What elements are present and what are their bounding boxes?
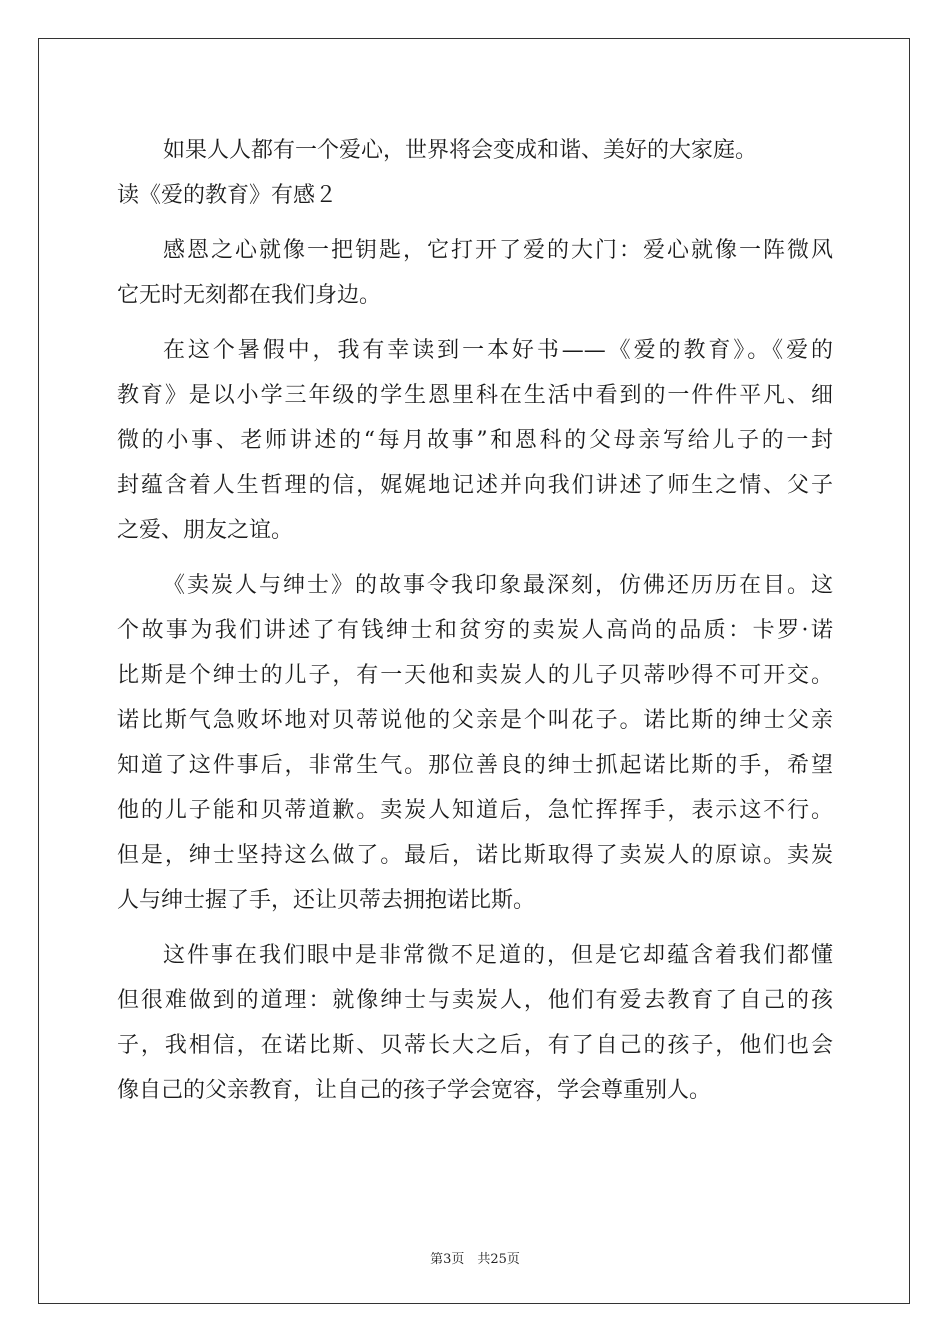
- page-number: 第3页 共25页: [430, 1252, 520, 1267]
- paragraph-line: 它无时无刻都在我们身边。: [117, 283, 382, 308]
- paragraph-line: 如果人人都有一个爱心，世界将会变成和谐、美好的大家庭。: [163, 138, 758, 163]
- paragraph-line: 诺比斯气急败坏地对贝蒂说他的父亲是个叫花子。诺比斯的绅士父亲: [117, 708, 833, 733]
- paragraph-line: 感恩之心就像一把钥匙，它打开了爱的大门：爱心就像一阵微风: [163, 238, 833, 263]
- paragraph-line: 封蕴含着人生哲理的信，娓娓地记述并向我们讲述了师生之情、父子: [117, 473, 833, 498]
- paragraph-line: 但很难做到的道理：就像绅士与卖炭人，他们有爱去教育了自己的孩: [117, 988, 833, 1013]
- paragraph-line: 教育》是以小学三年级的学生恩里科在生活中看到的一件件平凡、细: [117, 383, 833, 408]
- paragraph-line: 他的儿子能和贝蒂道歉。卖炭人知道后，急忙挥挥手，表示这不行。: [117, 798, 833, 823]
- paragraph-line: 像自己的父亲教育，让自己的孩子学会宽容，学会尊重别人。: [117, 1078, 712, 1103]
- paragraph-line: 在这个暑假中，我有幸读到一本好书——《爱的教育》。《爱的: [163, 338, 833, 363]
- paragraph-line: 子，我相信，在诺比斯、贝蒂长大之后，有了自己的孩子，他们也会: [117, 1033, 833, 1058]
- paragraph-line: 这件事在我们眼中是非常微不足道的，但是它却蕴含着我们都懂: [163, 943, 833, 968]
- paragraph-line: 人与绅士握了手，还让贝蒂去拥抱诺比斯。: [117, 888, 536, 913]
- paragraph-line: 个故事为我们讲述了有钱绅士和贫穷的卖炭人高尚的品质：卡罗·诺: [117, 618, 833, 643]
- paragraph-line: 《卖炭人与绅士》的故事令我印象最深刻，仿佛还历历在目。这: [163, 573, 833, 598]
- paragraph-line: 知道了这件事后，非常生气。那位善良的绅士抓起诺比斯的手，希望: [117, 753, 833, 778]
- section-heading: 读《爱的教育》有感２: [117, 183, 338, 208]
- paragraph-line: 比斯是个绅士的儿子，有一天他和卖炭人的儿子贝蒂吵得不可开交。: [117, 663, 833, 688]
- paragraph-line: 但是，绅士坚持这么做了。最后，诺比斯取得了卖炭人的原谅。卖炭: [117, 843, 833, 868]
- paragraph-line: 微的小事、老师讲述的“每月故事”和恩科的父母亲写给儿子的一封: [117, 428, 833, 453]
- paragraph-line: 之爱、朋友之谊。: [117, 518, 294, 543]
- document-body: [117, 128, 833, 1113]
